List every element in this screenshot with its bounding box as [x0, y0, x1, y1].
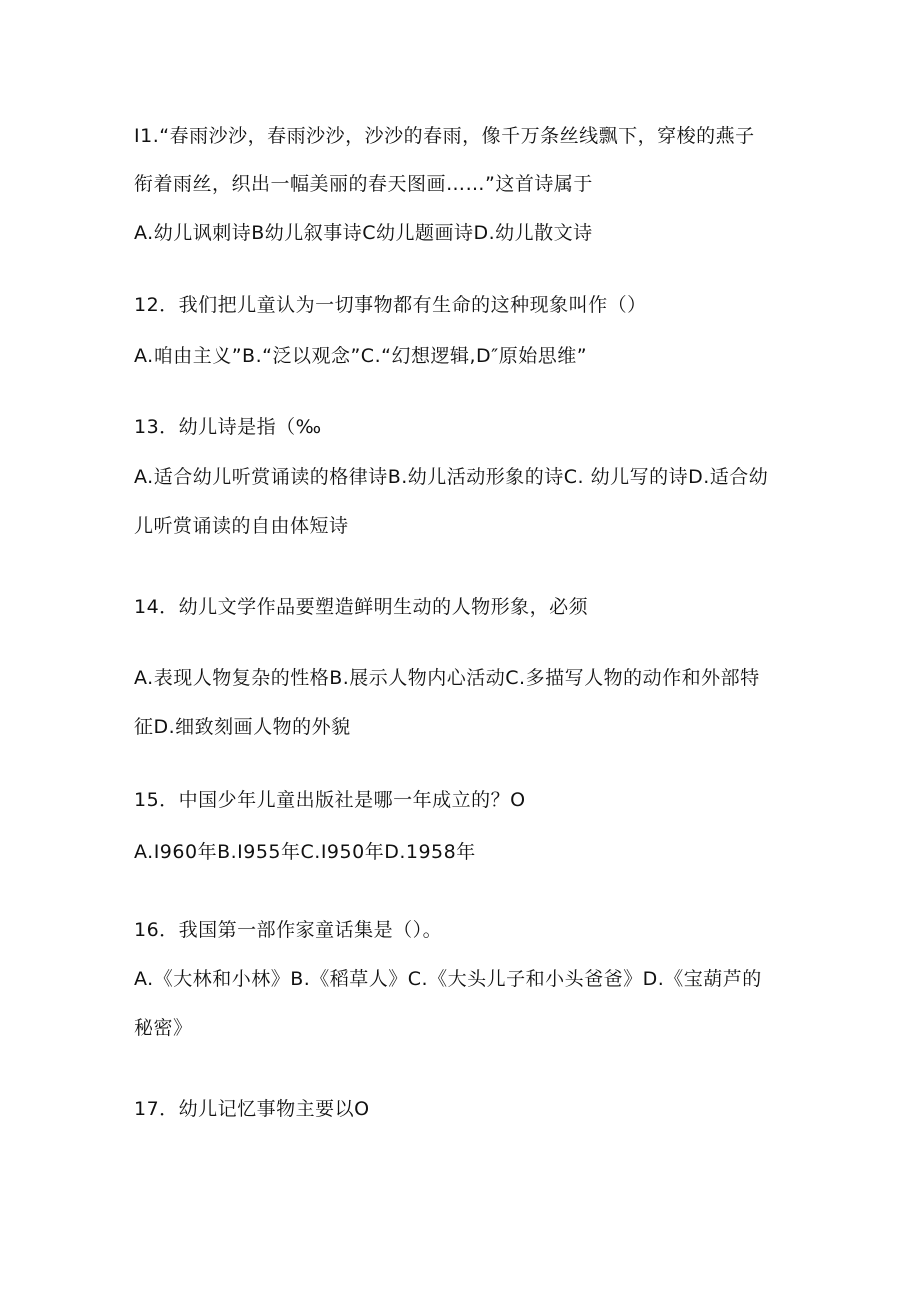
question-14-text: 14．幼儿文学作品要塑造鲜明生动的人物形象，必须 [134, 596, 589, 618]
question-14-options-line-2: 征D.细致刻画人物的外貌 [134, 716, 351, 738]
question-13-text: 13．幼儿诗是指（‰ [134, 416, 322, 438]
question-12-text: 12．我们把儿童认为一切事物都有生命的这种现象叫作（） [134, 294, 647, 316]
question-11-line-2: 衔着雨丝，织出一幅美丽的春天图画……”这首诗属于 [134, 173, 593, 195]
question-16-text: 16．我国第一部作家童话集是（）。 [134, 919, 443, 941]
question-13-options-line-1: A.适合幼儿听赏诵读的格律诗B.幼儿活动形象的诗C. 幼儿写的诗D.适合幼 [134, 466, 769, 488]
question-12-options: A.咱由主义”B.“泛以观念”C.“幻想逻辑,D″原始思维” [134, 345, 588, 367]
question-11-line-1: I1.“春雨沙沙，春雨沙沙，沙沙的春雨，像千万条丝线飘下，穿梭的燕子 [134, 125, 755, 147]
question-15-options: A.I960年B.I955年C.I950年D.1958年 [134, 841, 476, 863]
question-17-text: 17．幼儿记忆事物主要以O [134, 1098, 370, 1120]
question-16-options-line-1: A.《大林和小林》B.《稻草人》C.《大头儿子和小头爸爸》D.《宝葫芦的 [134, 968, 762, 990]
question-11-options: A.幼儿讽刺诗B幼儿叙事诗C幼儿题画诗D.幼儿散文诗 [134, 222, 593, 244]
question-16-options-line-2: 秘密》 [134, 1017, 193, 1039]
question-15-text: 15．中国少年儿童出版社是哪一年成立的？O [134, 789, 526, 811]
question-13-options-line-2: 儿听赏诵读的自由体短诗 [134, 515, 349, 537]
question-14-options-line-1: A.表现人物复杂的性格B.展示人物内心活动C.多描写人物的动作和外部特 [134, 667, 760, 689]
